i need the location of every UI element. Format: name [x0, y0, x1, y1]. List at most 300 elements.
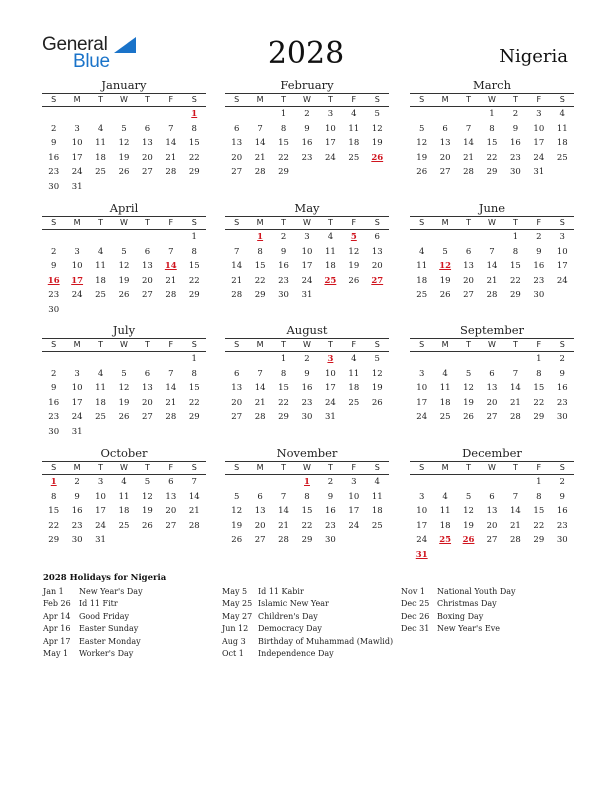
empty-day-cell	[136, 107, 159, 122]
day-cell: 9	[51, 261, 57, 272]
day-cell: 16	[301, 138, 313, 149]
day-cell: 12	[463, 506, 474, 517]
day-grid	[410, 230, 574, 303]
holiday-item	[222, 648, 393, 660]
day-grid	[410, 475, 574, 563]
day-cell: 17	[301, 261, 313, 272]
day-cell: 25	[95, 290, 106, 301]
day-cell: 28	[165, 290, 177, 301]
weekday-label: S	[191, 463, 197, 472]
day-cell: 7	[168, 123, 174, 134]
weekday-label: W	[488, 218, 496, 227]
day-cell: 5	[419, 123, 425, 134]
day-cell: 2	[51, 246, 57, 257]
day-cell: 29	[486, 167, 498, 178]
day-cell: 12	[118, 261, 130, 272]
day-cell: 24	[533, 152, 545, 163]
day-cell: 10	[348, 491, 360, 502]
holiday-day-cell: 1	[191, 109, 198, 119]
day-cell: 28	[278, 535, 289, 546]
holiday-name: Democracy Day	[258, 624, 322, 634]
day-cell: 19	[118, 275, 130, 286]
day-cell: 7	[489, 246, 495, 257]
holiday-name: Christmas Day	[437, 599, 497, 609]
weekday-label: S	[51, 340, 57, 349]
holiday-name: Birthday of Muhammad (Mawlid)	[258, 636, 394, 646]
day-cell: 24	[324, 152, 336, 163]
weekday-label: W	[488, 95, 496, 104]
day-cell: 8	[280, 123, 287, 134]
day-cell: 5	[465, 368, 472, 379]
day-cell: 16	[556, 383, 568, 394]
day-grid	[410, 107, 574, 180]
weekday-label: T	[466, 463, 471, 472]
empty-day-cell	[225, 352, 248, 367]
day-cell: 29	[188, 412, 200, 423]
day-cell: 28	[463, 167, 474, 178]
day-cell: 6	[465, 246, 472, 257]
month-title: September	[459, 323, 525, 337]
day-cell: 30	[556, 535, 568, 546]
day-cell: 14	[509, 506, 521, 517]
day-cell: 27	[254, 535, 266, 546]
day-cell: 15	[486, 138, 498, 149]
empty-day-cell	[410, 352, 433, 367]
day-cell: 8	[257, 246, 263, 257]
day-cell: 25	[439, 412, 451, 423]
weekday-label: T	[98, 95, 103, 104]
day-grid	[42, 352, 206, 440]
holiday-day-cell: 3	[327, 354, 334, 364]
weekday-header	[225, 461, 389, 475]
empty-day-cell	[159, 107, 182, 122]
holiday-name: Easter Monday	[79, 636, 141, 646]
day-cell: 27	[231, 167, 243, 178]
weekday-label: S	[374, 95, 380, 104]
day-cell: 14	[486, 261, 498, 272]
weekday-header	[410, 93, 574, 107]
month-title: May	[294, 201, 320, 215]
day-cell: 18	[439, 397, 451, 408]
day-cell: 19	[463, 520, 474, 531]
day-cell: 12	[231, 506, 243, 517]
holiday-name: New Year's Day	[79, 587, 143, 596]
weekday-label: S	[419, 463, 425, 472]
month-july	[42, 323, 206, 440]
day-cell: 4	[327, 232, 334, 242]
weekday-label: S	[191, 340, 197, 349]
day-cell: 29	[188, 167, 200, 178]
weekday-label: M	[73, 463, 81, 472]
weekday-label: W	[488, 463, 496, 472]
day-cell: 1	[280, 354, 287, 364]
day-cell: 8	[536, 368, 542, 379]
day-cell: 2	[512, 109, 519, 119]
day-cell: 18	[118, 506, 130, 517]
day-cell: 29	[533, 535, 545, 546]
day-cell: 27	[141, 290, 153, 301]
weekday-label: M	[441, 340, 449, 349]
day-cell: 7	[512, 491, 519, 502]
calendar-year: 2028	[267, 36, 345, 71]
day-cell: 15	[188, 261, 200, 272]
holiday-name: Worker's Day	[79, 648, 134, 658]
day-cell: 12	[348, 246, 360, 257]
empty-day-cell	[433, 352, 456, 367]
weekday-label: M	[256, 463, 264, 472]
day-cell: 22	[188, 152, 200, 163]
day-cell: 25	[348, 152, 360, 163]
day-cell: 11	[416, 261, 428, 272]
day-cell: 2	[327, 477, 334, 487]
day-cell: 9	[74, 491, 80, 502]
empty-day-cell	[112, 107, 135, 122]
day-cell: 14	[463, 138, 474, 149]
day-cell: 2	[304, 109, 310, 119]
weekday-label: S	[234, 218, 240, 227]
empty-day-cell	[65, 107, 88, 122]
day-cell: 22	[188, 275, 200, 286]
month-october	[42, 446, 206, 548]
day-cell: 15	[278, 383, 289, 394]
day-cell: 1	[191, 232, 197, 242]
empty-day-cell	[65, 230, 88, 245]
holiday-day-cell: 26	[462, 535, 475, 546]
day-cell: 17	[71, 152, 83, 163]
logo-text-general: General	[42, 34, 108, 55]
day-cell: 11	[118, 491, 130, 502]
day-cell: 17	[95, 506, 106, 517]
empty-day-cell	[42, 352, 65, 367]
holiday-date: Dec 26	[401, 611, 430, 621]
day-cell: 29	[509, 290, 521, 301]
day-cell: 20	[165, 506, 177, 517]
day-cell: 30	[533, 290, 545, 301]
day-cell: 1	[512, 232, 519, 242]
holiday-item	[43, 598, 143, 610]
day-cell: 1	[280, 109, 287, 119]
weekday-label: S	[559, 218, 565, 227]
weekday-label: T	[144, 463, 150, 472]
weekday-label: T	[466, 95, 471, 104]
day-cell: 8	[280, 368, 287, 379]
holiday-name: Islamic New Year	[258, 599, 329, 609]
empty-day-cell	[248, 107, 271, 122]
weekday-label: T	[327, 463, 333, 472]
day-cell: 17	[416, 397, 428, 408]
day-cell: 21	[165, 397, 177, 408]
day-cell: 31	[71, 426, 83, 437]
day-cell: 17	[324, 383, 336, 394]
weekday-label: F	[168, 340, 174, 349]
day-cell: 2	[51, 123, 57, 134]
weekday-label: T	[327, 95, 333, 104]
day-cell: 25	[95, 412, 106, 423]
weekday-label: S	[234, 340, 240, 349]
weekday-label: T	[281, 95, 286, 104]
day-cell: 28	[254, 167, 266, 178]
day-cell: 28	[509, 412, 521, 423]
weekday-header	[42, 216, 206, 230]
weekday-label: S	[51, 218, 57, 227]
holiday-day-cell: 1	[304, 477, 310, 487]
day-cell: 11	[95, 383, 106, 394]
holiday-name: Children's Day	[258, 611, 318, 621]
day-cell: 8	[489, 123, 495, 134]
day-cell: 22	[48, 520, 60, 531]
day-cell: 6	[489, 491, 495, 502]
weekday-label: F	[168, 95, 174, 104]
day-cell: 3	[327, 109, 334, 119]
holiday-date: Dec 31	[401, 624, 430, 634]
day-cell: 19	[371, 138, 383, 149]
month-title: April	[109, 201, 139, 215]
weekday-label: M	[73, 218, 81, 227]
weekday-label: M	[73, 340, 81, 349]
weekday-label: F	[351, 463, 357, 472]
day-cell: 1	[536, 354, 542, 364]
month-january	[42, 78, 206, 195]
day-cell: 7	[168, 246, 174, 257]
day-cell: 30	[48, 426, 60, 437]
month-april	[42, 201, 206, 318]
weekday-label: M	[256, 218, 264, 227]
day-grid	[225, 230, 389, 303]
month-title: June	[478, 201, 506, 215]
holiday-date: Dec 25	[401, 599, 430, 609]
day-cell: 28	[254, 412, 266, 423]
day-cell: 22	[188, 397, 200, 408]
day-cell: 27	[141, 167, 153, 178]
day-cell: 20	[254, 520, 266, 531]
day-grid	[42, 107, 206, 195]
day-cell: 24	[556, 275, 568, 286]
day-cell: 2	[559, 477, 565, 487]
holiday-item	[222, 586, 393, 598]
day-cell: 9	[559, 368, 565, 379]
weekday-header	[225, 216, 389, 230]
day-cell: 24	[95, 520, 106, 531]
day-cell: 24	[324, 397, 336, 408]
day-cell: 15	[254, 261, 266, 272]
day-cell: 4	[97, 368, 104, 379]
holiday-column	[401, 586, 516, 636]
holiday-day-cell: 14	[164, 261, 177, 272]
holiday-name: Good Friday	[79, 611, 130, 621]
holiday-item	[222, 598, 393, 610]
day-cell: 22	[301, 520, 313, 531]
day-cell: 9	[304, 368, 310, 379]
month-title: March	[473, 78, 511, 92]
day-cell: 8	[191, 123, 197, 134]
day-cell: 21	[463, 152, 474, 163]
day-cell: 4	[442, 368, 448, 379]
holiday-name: Boxing Day	[437, 611, 484, 621]
day-cell: 21	[165, 152, 177, 163]
day-cell: 19	[118, 397, 130, 408]
weekday-label: T	[327, 340, 333, 349]
day-cell: 17	[71, 397, 83, 408]
day-cell: 5	[374, 354, 380, 364]
day-cell: 3	[419, 368, 425, 379]
empty-day-cell	[504, 352, 527, 367]
day-cell: 10	[95, 491, 106, 502]
weekday-label: T	[512, 95, 518, 104]
holiday-item	[43, 586, 143, 598]
weekday-header	[410, 216, 574, 230]
day-cell: 25	[118, 520, 130, 531]
day-cell: 3	[74, 368, 80, 379]
day-cell: 10	[301, 246, 313, 257]
empty-day-cell	[457, 352, 480, 367]
day-cell: 10	[556, 246, 568, 257]
day-cell: 21	[509, 397, 521, 408]
day-cell: 5	[121, 246, 127, 257]
empty-day-cell	[159, 352, 182, 367]
day-cell: 20	[231, 152, 243, 163]
month-may	[225, 201, 389, 303]
day-cell: 8	[512, 246, 519, 257]
weekday-label: T	[466, 218, 471, 227]
empty-day-cell	[504, 475, 527, 490]
holiday-name: National Youth Day	[437, 587, 516, 596]
weekday-label: T	[144, 95, 150, 104]
day-cell: 27	[141, 412, 153, 423]
weekday-label: S	[51, 463, 57, 472]
day-cell: 11	[95, 138, 106, 149]
empty-day-cell	[433, 107, 456, 122]
holiday-day-cell: 27	[371, 275, 384, 286]
empty-day-cell	[410, 230, 433, 245]
holiday-day-cell: 12	[439, 261, 452, 272]
holiday-item	[401, 586, 516, 598]
empty-day-cell	[410, 107, 433, 122]
day-cell: 13	[439, 138, 451, 149]
day-cell: 17	[348, 506, 360, 517]
day-cell: 8	[304, 491, 310, 502]
day-cell: 12	[463, 383, 474, 394]
day-cell: 7	[191, 477, 197, 487]
weekday-label: S	[419, 95, 425, 104]
day-cell: 6	[442, 123, 448, 134]
holiday-item	[43, 623, 143, 635]
weekday-label: M	[441, 95, 449, 104]
day-grid	[225, 475, 389, 548]
day-cell: 15	[188, 138, 200, 149]
holiday-day-cell: 25	[324, 275, 337, 286]
day-grid	[42, 230, 206, 318]
weekday-header	[225, 338, 389, 352]
holiday-day-cell: 17	[71, 275, 84, 286]
day-cell: 26	[118, 412, 130, 423]
day-cell: 27	[486, 412, 498, 423]
holiday-day-cell: 31	[415, 549, 428, 560]
day-cell: 17	[416, 520, 428, 531]
empty-day-cell	[480, 352, 503, 367]
empty-day-cell	[480, 475, 503, 490]
holiday-item	[222, 636, 393, 648]
day-cell: 25	[348, 397, 360, 408]
weekday-label: S	[191, 218, 197, 227]
empty-day-cell	[225, 230, 248, 245]
day-cell: 31	[71, 181, 83, 192]
holiday-day-cell: 25	[439, 535, 452, 546]
weekday-label: S	[559, 340, 565, 349]
weekday-header	[42, 461, 206, 475]
day-cell: 19	[348, 261, 360, 272]
day-grid	[410, 352, 574, 425]
day-cell: 26	[118, 167, 130, 178]
day-cell: 30	[278, 290, 289, 301]
holiday-item	[43, 648, 143, 660]
day-cell: 24	[301, 275, 313, 286]
day-cell: 7	[512, 368, 519, 379]
day-cell: 3	[74, 123, 80, 134]
day-cell: 13	[141, 261, 153, 272]
day-cell: 18	[95, 152, 106, 163]
day-cell: 24	[416, 535, 428, 546]
day-cell: 26	[231, 535, 243, 546]
day-cell: 2	[536, 232, 542, 242]
weekday-label: F	[168, 463, 174, 472]
weekday-label: T	[466, 340, 471, 349]
day-cell: 11	[348, 123, 360, 134]
weekday-label: M	[441, 463, 449, 472]
weekday-label: S	[234, 463, 240, 472]
holiday-date: Apr 16	[43, 624, 71, 634]
day-cell: 4	[419, 246, 425, 257]
day-cell: 16	[533, 261, 545, 272]
day-cell: 10	[416, 506, 428, 517]
day-cell: 5	[465, 491, 472, 502]
day-cell: 17	[556, 261, 568, 272]
weekday-label: T	[98, 463, 103, 472]
weekday-label: T	[144, 340, 150, 349]
holiday-date: May 1	[43, 648, 69, 658]
weekday-label: T	[281, 218, 286, 227]
weekday-label: M	[441, 218, 449, 227]
day-cell: 21	[254, 397, 266, 408]
weekday-label: W	[120, 95, 128, 104]
day-cell: 10	[71, 261, 83, 272]
day-cell: 5	[144, 477, 151, 487]
day-cell: 3	[559, 232, 565, 242]
day-cell: 17	[324, 138, 336, 149]
day-cell: 10	[324, 123, 336, 134]
day-cell: 24	[416, 412, 428, 423]
day-cell: 14	[165, 383, 177, 394]
day-cell: 13	[486, 383, 498, 394]
day-cell: 25	[371, 520, 383, 531]
day-cell: 16	[324, 506, 336, 517]
day-cell: 9	[536, 246, 542, 257]
month-title: November	[276, 446, 338, 460]
day-cell: 26	[371, 397, 383, 408]
day-cell: 21	[509, 520, 521, 531]
day-cell: 9	[327, 491, 334, 502]
holiday-date: Nov 1	[401, 587, 425, 596]
day-cell: 6	[168, 477, 174, 487]
day-cell: 13	[486, 506, 498, 517]
holiday-item	[401, 598, 516, 610]
day-cell: 10	[416, 383, 428, 394]
empty-day-cell	[89, 107, 112, 122]
day-cell: 23	[301, 152, 313, 163]
day-cell: 4	[97, 123, 104, 134]
day-cell: 15	[533, 383, 545, 394]
day-cell: 9	[512, 123, 519, 134]
day-cell: 21	[165, 275, 177, 286]
